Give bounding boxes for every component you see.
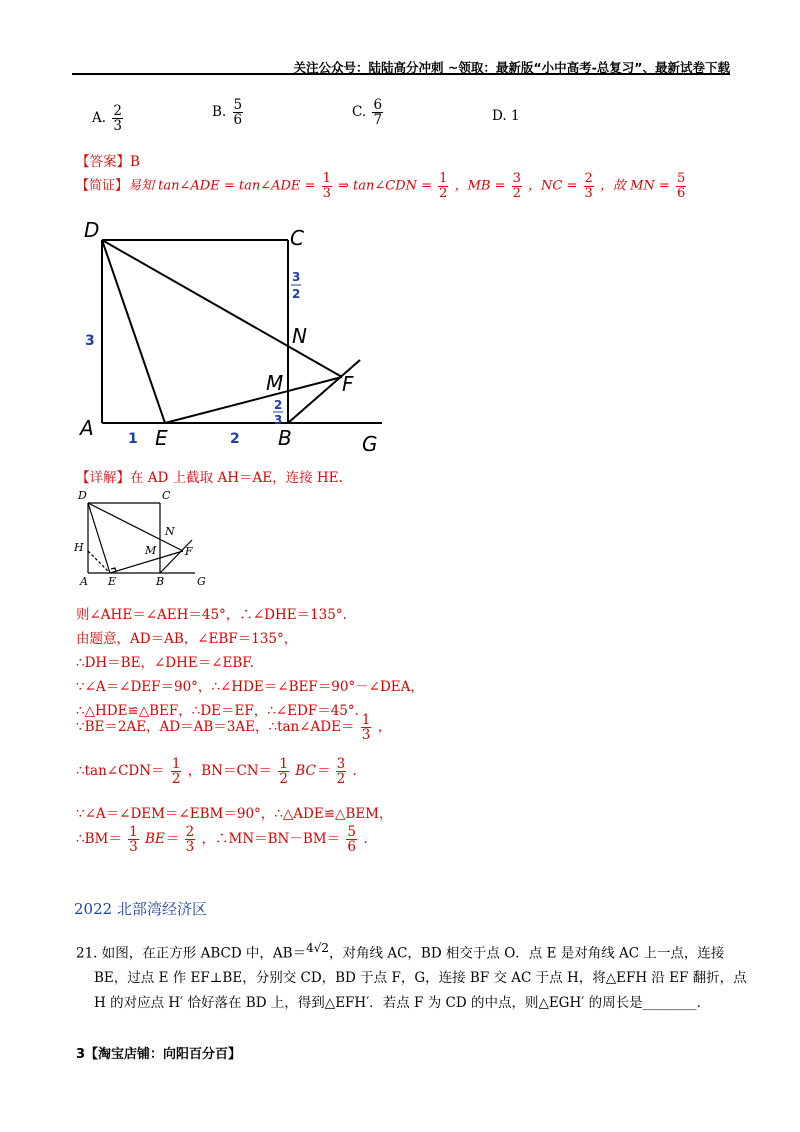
svg-text:C: C: [162, 489, 171, 502]
question-line-3: H 的对应点 H′ 恰好落在 BD 上，得到△EFH′．若点 F 为 CD 的中点，则△EGH′ 的周长是________．: [94, 995, 711, 1011]
solution-line-4: ∵∠A＝∠DEF＝90°，∴∠HDE＝∠BEF＝90°－∠DEA，: [76, 679, 424, 695]
svg-text:M: M: [145, 544, 157, 557]
svg-text:N: N: [165, 525, 175, 538]
measure-cn-num: 3: [292, 270, 301, 284]
solution-line-9: ∴BM＝ $\frac{1}{3}$ BE＝ $\frac{2}{3}$ ，∴MN＝BN－BM＝ $\frac{5}{6}$ .: [76, 824, 368, 856]
svg-text:E: E: [108, 575, 117, 588]
svg-text:B: B: [156, 575, 165, 588]
label-f: F: [342, 372, 354, 396]
svg-text:D: D: [78, 489, 87, 502]
measure-bm-den: 3: [274, 413, 283, 427]
option-a: A. $\frac{2}{3}$: [92, 103, 122, 135]
answer-line: 【答案】B: [76, 154, 140, 170]
solution-line-5: ∴△HDE≌△BEF，∴DE＝EF，∴∠EDF＝45°.: [76, 703, 359, 719]
svg-text:G: G: [197, 575, 206, 588]
label-c: C: [290, 226, 304, 250]
solution-line-2: 由题意，AD＝AB，∠EBF＝135°，: [76, 631, 298, 647]
solution-line-7: ∴tan∠CDN＝ $\frac{1}{2}$ ，BN＝CN＝ $\frac{1}{2}$ BC＝ $\frac{3}{2}$ .: [76, 756, 357, 788]
section-title: 2022 北部湾经济区: [74, 900, 207, 918]
page-header: 关注公众号：陆陆高分冲刺 ~领取：最新版“小中高考-总复习”、最新试卷下载: [293, 60, 730, 75]
question-line-2: BE，过点 E 作 EF⊥BE，分别交 CD，BD 于点 F，G，连接 BF 交 AC 于点 H，将△EFH 沿 EF 翻折，点: [94, 970, 747, 986]
brief-proof: 【简证】易知 tan∠ADE = tan∠ADE = $\frac{1}{3}$ ⇒ tan∠CDN = $\frac{1}{2}$ ，MB = $\frac{3}{2}$ ，NC = $\frac{2}{3}$ ，故 MN = $\frac{5}{6}$: [76, 171, 686, 201]
option-c: C. $\frac{6}{7}$: [352, 97, 383, 129]
measure-left: 3: [85, 333, 95, 349]
solution-line-6: ∵BE＝2AE，AD＝AB＝3AE，∴tan∠ADE＝ $\frac{1}{3}$ ，: [76, 712, 392, 744]
label-b: B: [278, 426, 292, 450]
svg-text:H: H: [74, 541, 84, 554]
label-a: A: [80, 416, 94, 440]
label-e: E: [155, 426, 168, 450]
svg-text:A: A: [80, 575, 88, 588]
option-b: B. $\frac{5}{6}$: [212, 97, 243, 129]
label-g: G: [362, 432, 378, 456]
measure-bm-num: 2: [274, 398, 283, 412]
measure-eb: 2: [230, 431, 240, 447]
solution-line-1: 则∠AHE＝∠AEH＝45°，∴∠DHE＝135°.: [76, 607, 347, 623]
header-rule: [72, 73, 730, 75]
solution-line-8: ∵∠A＝∠DEM＝∠EBM＝90°，∴△ADE≌△BEM，: [76, 806, 393, 822]
svg-text:F: F: [185, 545, 193, 558]
measure-cn-den: 2: [292, 287, 301, 301]
label-d: D: [84, 218, 100, 242]
label-n: N: [292, 324, 307, 348]
geometry-figure-small: [70, 488, 220, 588]
option-d: D. 1: [492, 108, 520, 124]
solution-line-3: ∴DH＝BE，∠DHE＝∠EBF.: [76, 655, 254, 671]
page-footer: 3【淘宝店铺：向阳百分百】: [76, 1047, 242, 1062]
question-line-1: 21. 如图，在正方形 ABCD 中，AB＝$^{4√2}$，对角线 AC，BD 相交于点 O．点 E 是对角线 AC 上一点，连接: [76, 941, 725, 962]
measure-ae: 1: [128, 431, 138, 447]
detail-line: 【详解】在 AD 上截取 AH＝AE，连接 HE.: [76, 470, 343, 486]
label-m: M: [266, 371, 284, 395]
geometry-figure-large: [70, 215, 410, 460]
